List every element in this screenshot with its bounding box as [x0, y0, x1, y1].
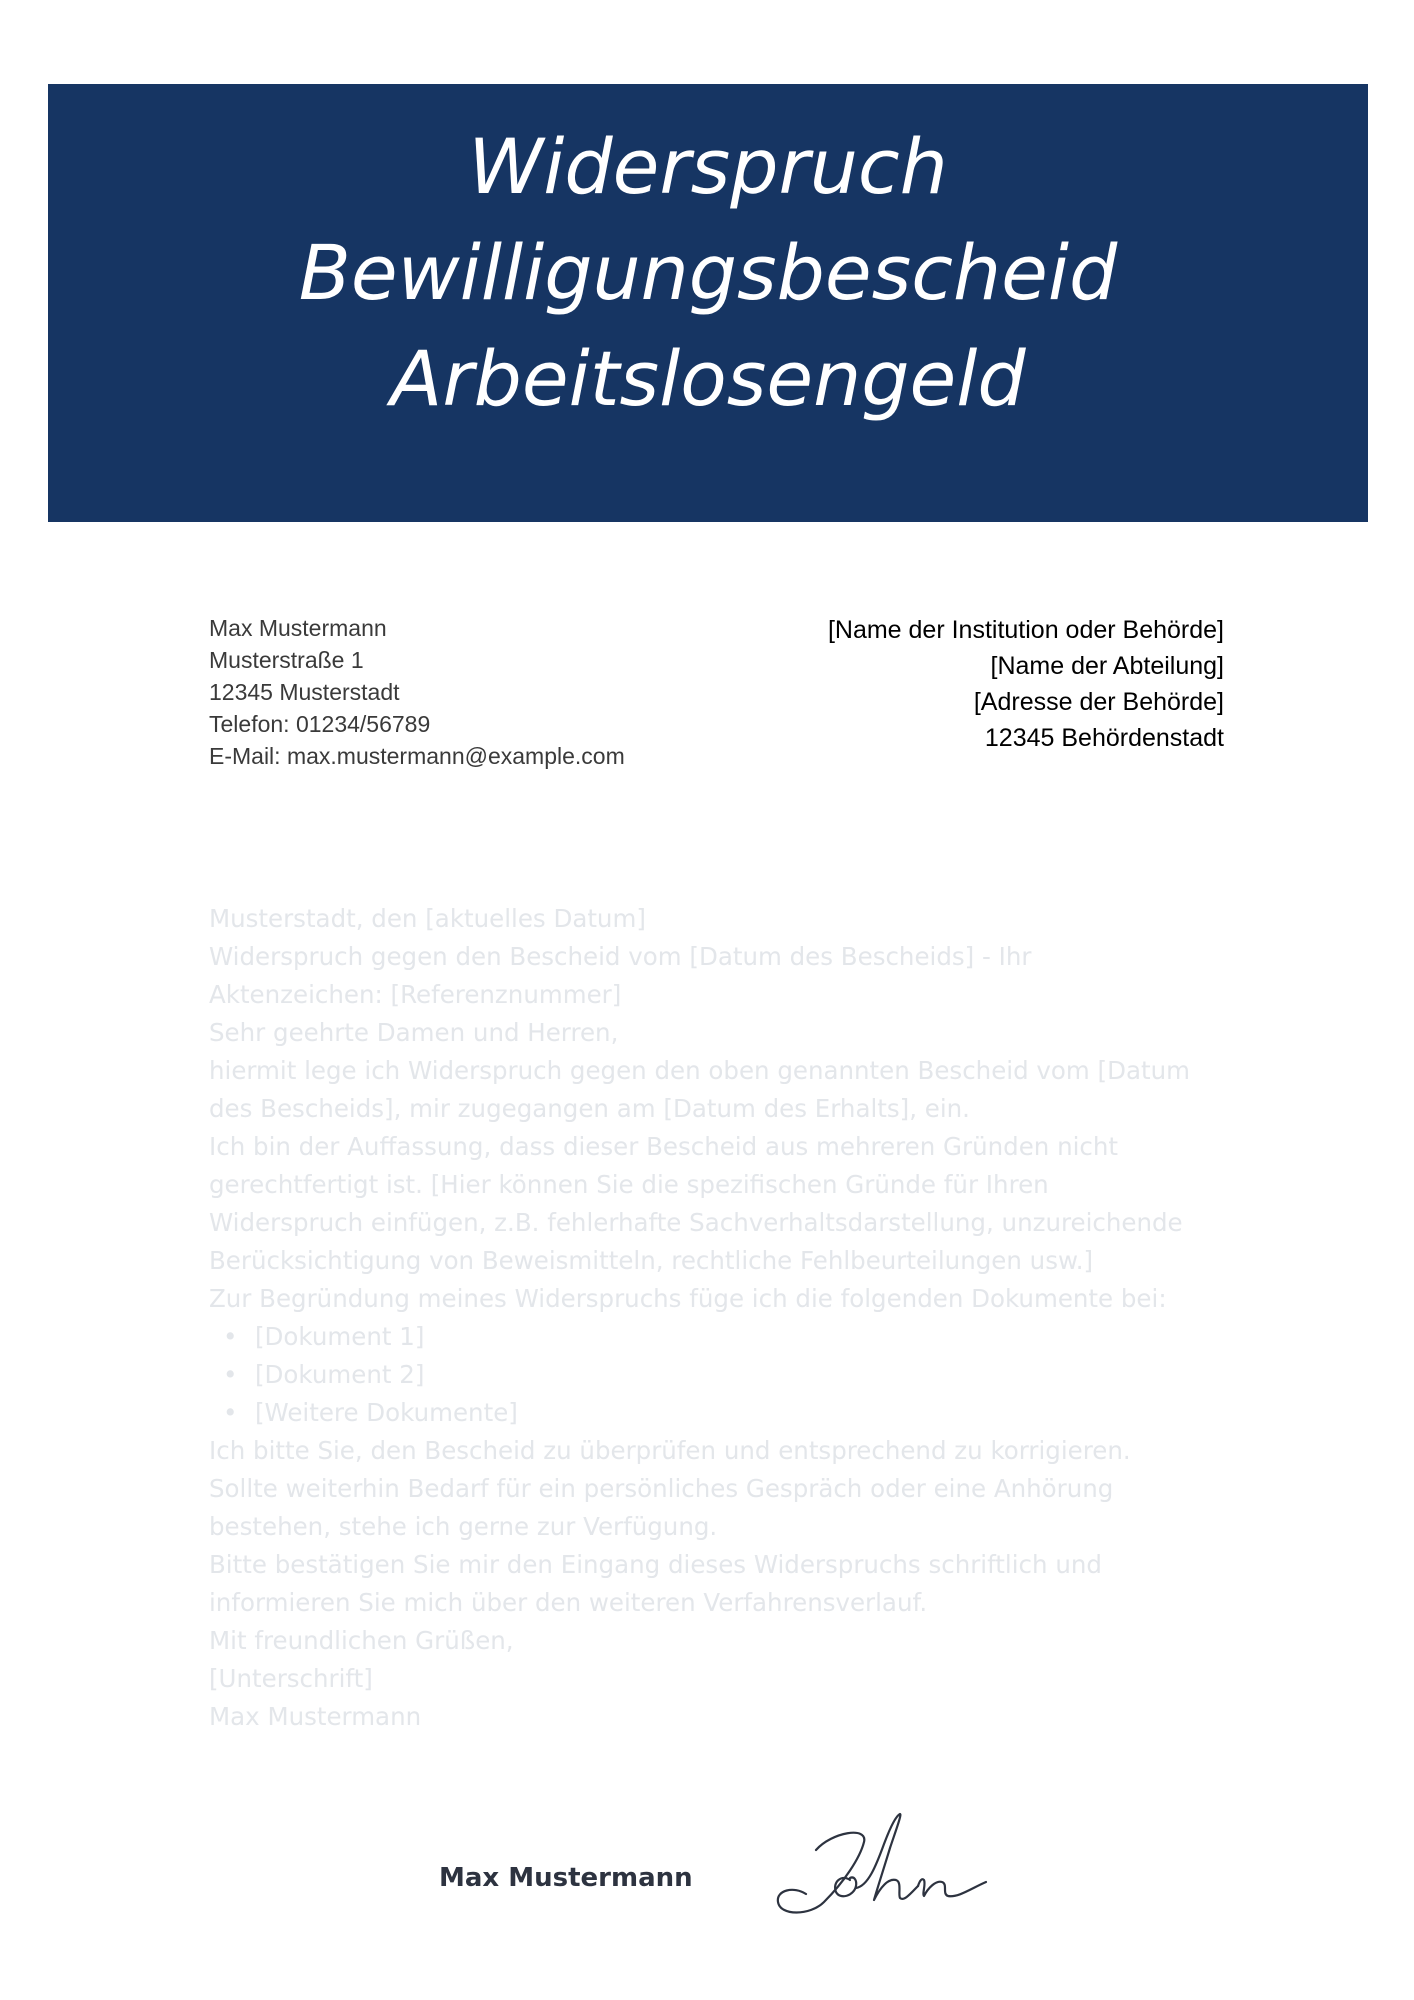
date-line: Musterstadt, den [aktuelles Datum]	[209, 904, 646, 933]
paragraph-line: bestehen, stehe ich gerne zur Verfügung.	[209, 1512, 718, 1541]
handwritten-signature	[772, 1808, 992, 1928]
recipient-address: [Adresse der Behörde]	[973, 688, 1224, 716]
paragraph-line: Sollte weiterhin Bedarf für ein persönliches Gespräch oder eine Anhörung	[209, 1474, 1114, 1503]
recipient-city: 12345 Behördenstadt	[984, 724, 1224, 752]
sender-street: Musterstraße 1	[209, 647, 364, 673]
document-title	[48, 114, 1368, 432]
paragraph-line: informieren Sie mich über den weiteren Verfahrensverlauf.	[209, 1588, 928, 1617]
subject-line: Widerspruch gegen den Bescheid vom [Datum des Bescheids] - Ihr	[209, 942, 1032, 971]
paragraph-line: Ich bitte Sie, den Bescheid zu überprüfen und entsprechend zu korrigieren.	[209, 1436, 1131, 1465]
title-line: Widerspruch	[468, 122, 948, 211]
list-item: • [Dokument 1]	[209, 1318, 1209, 1356]
sender-city: 12345 Musterstadt	[209, 679, 400, 705]
list-item: • [Weitere Dokumente]	[209, 1394, 1209, 1432]
title-line: Bewilligungsbescheid	[298, 228, 1118, 317]
footer-name: Max Mustermann	[439, 1863, 693, 1893]
list-item: • [Dokument 2]	[209, 1356, 1209, 1394]
paragraph-line: Zur Begründung meines Widerspruchs füge ich die folgenden Dokumente bei:	[209, 1284, 1167, 1313]
signature-placeholder: [Unterschrift]	[209, 1664, 373, 1693]
paragraph-line: Berücksichtigung von Beweismitteln, rechtliche Fehlbeurteilungen usw.]	[209, 1246, 1094, 1275]
recipient-institution: [Name der Institution oder Behörde]	[827, 616, 1224, 644]
letter-body	[209, 900, 1209, 1736]
recipient-department: [Name der Abteilung]	[990, 652, 1224, 680]
signer-name: Max Mustermann	[209, 1702, 422, 1731]
subject-line: Aktenzeichen: [Referenznummer]	[209, 980, 622, 1009]
paragraph-line: Widerspruch einfügen, z.B. fehlerhafte Sachverhaltsdarstellung, unzureichende	[209, 1208, 1183, 1237]
closing: Mit freundlichen Grüßen,	[209, 1626, 514, 1655]
title-banner	[48, 84, 1368, 522]
sender-name: Max Mustermann	[209, 615, 387, 641]
sender-phone: Telefon: 01234/56789	[209, 711, 431, 737]
salutation: Sehr geehrte Damen und Herren,	[209, 1018, 619, 1047]
paragraph-line: des Bescheids], mir zugegangen am [Datum des Erhalts], ein.	[209, 1094, 970, 1123]
paragraph-line: gerechtfertigt ist. [Hier können Sie die spezifischen Gründe für Ihren	[209, 1170, 1049, 1199]
sender-email: E-Mail: max.mustermann@example.com	[209, 743, 625, 769]
title-line: Arbeitslosengeld	[390, 334, 1026, 423]
document-list	[209, 1318, 1209, 1432]
sender-address-block	[209, 612, 689, 772]
paragraph-line: Ich bin der Auffassung, dass dieser Bescheid aus mehreren Gründen nicht	[209, 1132, 1119, 1161]
paragraph-line: Bitte bestätigen Sie mir den Eingang dieses Widerspruchs schriftlich und	[209, 1550, 1102, 1579]
recipient-address-block	[624, 612, 1224, 756]
paragraph-line: hiermit lege ich Widerspruch gegen den oben genannten Bescheid vom [Datum	[209, 1056, 1190, 1085]
